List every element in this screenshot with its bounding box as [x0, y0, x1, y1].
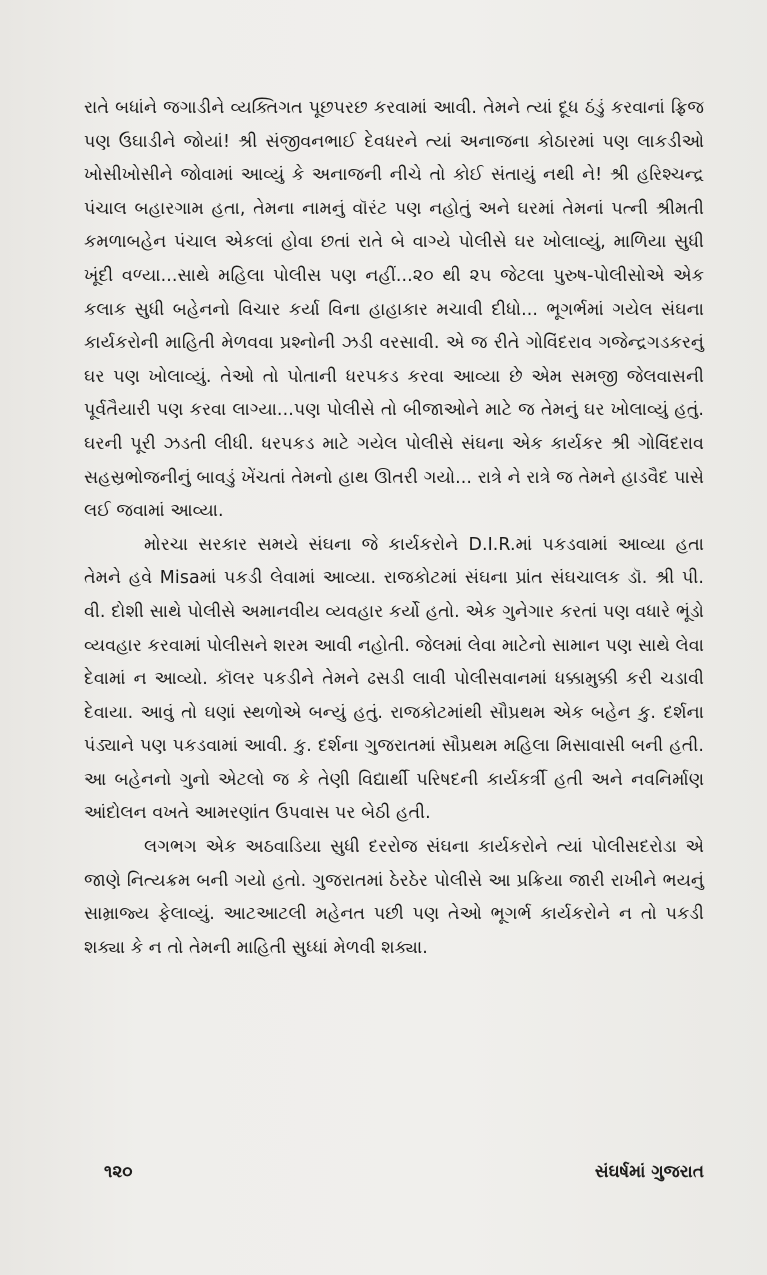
page-footer — [84, 1162, 704, 1192]
body-text — [84, 92, 704, 965]
paragraph-2: મોરચા સરકાર સમયે સંઘના જે કાર્યકરોને D.I.R.માં પકડવામાં આવ્યા હતા તેમને હવે Misaમાં પકડી લેવામાં આવ્યા. રાજકોટમાં સંઘના પ્રાંત સંઘચાલક ડૉ. શ્રી પી. વી. દોશી સાથે પોલીસે અમાનવીય વ્યવહાર કર્યો હતો. એક ગુનેગાર કરતાં પણ વધારે ભૂંડો વ્યવહાર કરવામાં પોલીસને શરમ આવી નહોતી. જેલમાં લેવા માટેનો સામાન પણ સાથે લેવા દેવામાં ન આવ્યો. કૉલર પકડીને તેમને ઢસડી લાવી પોલીસવાનમાં ધક્કામુક્કી કરી ચડાવી દેવાયા. આવું તો ઘણાં સ્થળોએ બન્યું હતું. રાજકોટમાંથી સૌપ્રથમ એક બહેન કુ. દર્શના પંડ્યાને પણ પકડવામાં આવી. કુ. દર્શના ગુજરાતમાં સૌપ્રથમ મહિલા મિસાવાસી બની હતી. આ બહેનનો ગુનો એટલો જ કે તેણી વિદ્યાર્થી પરિષદની કાર્યકર્ત્રી હતી અને નવનિર્માણ આંદોલન વખતે આમરણાંત ઉપવાસ પર બેઠી હતી. — [84, 534, 704, 824]
page-number: ૧૨૦ — [104, 1162, 133, 1182]
paragraph-3: લગભગ એક અઠવાડિયા સુધી દરરોજ સંઘના કાર્યકરોને ત્યાં પોલીસદરોડા એ જાણે નિત્યક્રમ બની ગયો હતો. ગુજરાતમાં ઠેરઠેર પોલીસે આ પ્રક્રિયા જારી રાખીને ભયનું સામ્રાજ્ય ફેલાવ્યું. આટઆટલી મહેનત પછી પણ તેઓ ભૂગર્ભ કાર્યકરોને ન તો પકડી શક્યા કે ન તો તેમની માહિતી સુધ્ધાં મેળવી શક્યા. — [84, 837, 704, 958]
running-title: સંઘર્ષમાં ગુજરાત — [594, 1162, 704, 1182]
paragraph-1: રાતે બધાંને જગાડીને વ્યક્તિગત પૂછપરછ કરવામાં આવી. તેમને ત્યાં દૂધ ઠંડું કરવાનાં ફ્રિજ પણ ઉઘાડીને જોયાં! શ્રી સંજીવનભાઈ દેવધરને ત્યાં અનાજના કોઠારમાં પણ લાકડીઓ ખોસીખોસીને જોવામાં આવ્યું કે અનાજની નીચે તો કોઈ સંતાયું નથી ને! શ્રી હરિશ્ચન્દ્ર પંચાલ બહારગામ હતા, તેમના નામનું વૉરંટ પણ નહોતું અને ઘરમાં તેમનાં પત્ની શ્રીમતી કમળાબહેન પંચાલ એકલાં હોવા છતાં રાતે બે વાગ્યે પોલીસે ઘર ખોલાવ્યું, માળિયા સુધી ખૂંદી વળ્યા...સાથે મહિલા પોલીસ પણ નહીં...૨૦ થી ૨૫ જેટલા પુરુષ-પોલીસોએ એક કલાક સુધી બહેનનો વિચાર કર્યા વિના હાહાકાર મચાવી દીધો... ભૂગર્ભમાં ગયેલ સંઘના કાર્યકરોની માહિતી મેળવવા પ્રશ્નોની ઝડી વરસાવી. એ જ રીતે ગોવિંદરાવ ગજેન્દ્રગડકરનું ઘર પણ ખોલાવ્યું. તેઓ તો પોતાની ધરપકડ કરવા આવ્યા છે એમ સમજી જેલવાસની પૂર્વતૈયારી પણ કરવા લાગ્યા...પણ પોલીસે તો બીજાઓને માટે જ તેમનું ઘર ખોલાવ્યું હતું. ઘરની પૂરી ઝડતી લીધી. ધરપકડ માટે ગયેલ પોલીસે સંઘના એક કાર્યકર શ્રી ગોવિંદરાવ સહસ્રભોજનીનું બાવડું ખેંચતાં તેમનો હાથ ઊતરી ગયો... રાત્રે ને રાત્રે જ તેમને હાડવૈદ પાસે લઈ જવામાં આવ્યા. — [84, 98, 704, 522]
